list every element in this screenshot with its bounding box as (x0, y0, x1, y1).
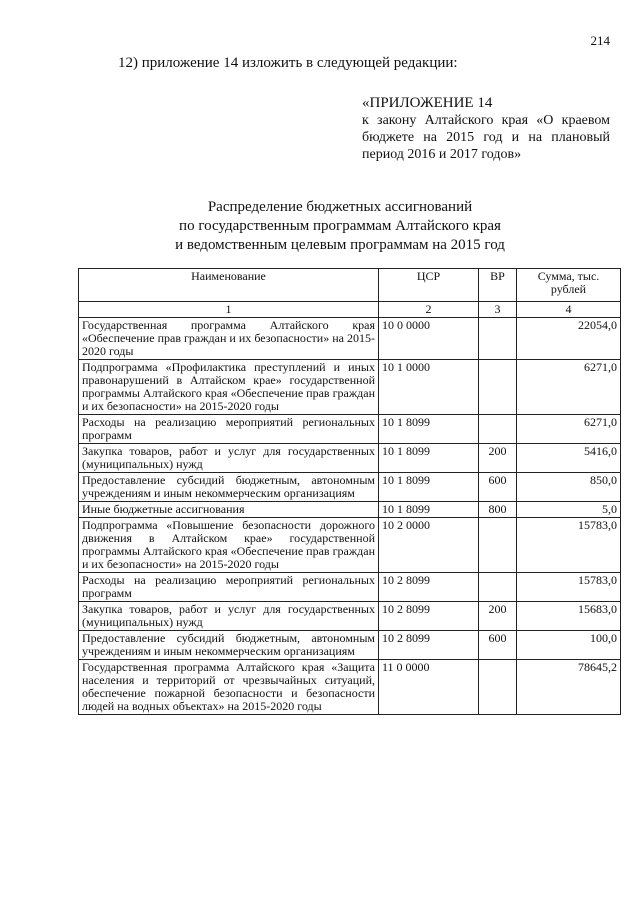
table-row (79, 318, 621, 360)
column-number: 4 (517, 302, 621, 318)
cell-sum: 6271,0 (517, 360, 621, 415)
cell-csr: 10 1 8099 (379, 502, 479, 518)
cell-sum: 22054,0 (517, 318, 621, 360)
column-number: 2 (379, 302, 479, 318)
table-row (79, 473, 621, 502)
cell-sum: 15783,0 (517, 573, 621, 602)
table-body (79, 318, 621, 715)
cell-csr: 10 2 8099 (379, 602, 479, 631)
cell-vr (479, 573, 517, 602)
cell-name: Закупка товаров, работ и услуг для государственных (муниципальных) нужд (79, 444, 379, 473)
budget-table (78, 268, 621, 715)
appendix-body: к закону Алтайского края «О краевом бюджете на 2015 год и на плановый период 2016 и 2017 годов» (362, 113, 610, 162)
cell-csr: 10 1 8099 (379, 415, 479, 444)
cell-name: Подпрограмма «Повышение безопасности дорожного движения в Алтайском крае» государственной программы Алтайского края «Обеспечение прав граждан и их безопасности» на 2015-2020 годы (79, 518, 379, 573)
cell-csr: 10 1 8099 (379, 444, 479, 473)
cell-csr: 10 1 8099 (379, 473, 479, 502)
cell-vr: 600 (479, 631, 517, 660)
appendix-title: «ПРИЛОЖЕНИЕ 14 (362, 95, 493, 111)
header-sum: Сумма, тыс. рублей (517, 269, 621, 302)
cell-sum: 5,0 (517, 502, 621, 518)
cell-sum: 15783,0 (517, 518, 621, 573)
cell-name: Расходы на реализацию мероприятий региональных программ (79, 415, 379, 444)
table-row (79, 631, 621, 660)
header-name: Наименование (79, 269, 379, 302)
cell-name: Закупка товаров, работ и услуг для государственных (муниципальных) нужд (79, 602, 379, 631)
cell-sum: 15683,0 (517, 602, 621, 631)
column-number: 1 (79, 302, 379, 318)
appendix-block (362, 95, 610, 163)
cell-csr: 10 2 8099 (379, 631, 479, 660)
cell-name: Подпрограмма «Профилактика преступлений и иных правонарушений в Алтайском крае» государственной программы Алтайского края «Обеспечение прав граждан и их безопасности» на 2015-2020 годы (79, 360, 379, 415)
cell-csr: 10 0 0000 (379, 318, 479, 360)
cell-name: Предоставление субсидий бюджетным, автономным учреждениям и иным некоммерческим организациям (79, 631, 379, 660)
cell-vr: 800 (479, 502, 517, 518)
cell-vr (479, 360, 517, 415)
cell-sum: 850,0 (517, 473, 621, 502)
cell-vr: 200 (479, 444, 517, 473)
header-vr: ВР (479, 269, 517, 302)
document-title (60, 198, 620, 255)
cell-csr: 10 2 0000 (379, 518, 479, 573)
cell-vr: 600 (479, 473, 517, 502)
column-number-row (79, 302, 621, 318)
cell-vr (479, 518, 517, 573)
cell-sum: 6271,0 (517, 415, 621, 444)
column-number: 3 (479, 302, 517, 318)
cell-csr: 10 1 0000 (379, 360, 479, 415)
cell-vr: 200 (479, 602, 517, 631)
header-csr: ЦСР (379, 269, 479, 302)
cell-csr: 10 2 8099 (379, 573, 479, 602)
document-title-line-3: и ведомственным целевым программам на 2015 год (175, 237, 505, 253)
page-number: 214 (590, 33, 610, 48)
cell-name: Предоставление субсидий бюджетным, автономным учреждениям и иным некоммерческим организациям (79, 473, 379, 502)
table-row (79, 573, 621, 602)
cell-sum: 78645,2 (517, 660, 621, 715)
cell-name: Государственная программа Алтайского края «Обеспечение прав граждан и их безопасности» на 2015-2020 годы (79, 318, 379, 360)
table-row (79, 360, 621, 415)
table-row (79, 660, 621, 715)
table-row (79, 502, 621, 518)
cell-sum: 5416,0 (517, 444, 621, 473)
table-row (79, 444, 621, 473)
cell-vr (479, 415, 517, 444)
document-title-line-1: Распределение бюджетных ассигнований (207, 199, 473, 215)
intro-text: 12) приложение 14 изложить в следующей редакции: (118, 55, 458, 71)
table-row (79, 518, 621, 573)
cell-vr (479, 318, 517, 360)
table-header-row (79, 269, 621, 302)
table-row (79, 602, 621, 631)
cell-csr: 11 0 0000 (379, 660, 479, 715)
cell-name: Государственная программа Алтайского края «Защита населения и территорий от чрезвычайных ситуаций, обеспечение пожарной безопасности и безопасности людей на водных объектах» на 2015-2020 годы (79, 660, 379, 715)
cell-sum: 100,0 (517, 631, 621, 660)
document-title-line-2: по государственным программам Алтайского края (179, 218, 501, 234)
table-row (79, 415, 621, 444)
cell-name: Расходы на реализацию мероприятий региональных программ (79, 573, 379, 602)
cell-name: Иные бюджетные ассигнования (79, 502, 379, 518)
cell-vr (479, 660, 517, 715)
